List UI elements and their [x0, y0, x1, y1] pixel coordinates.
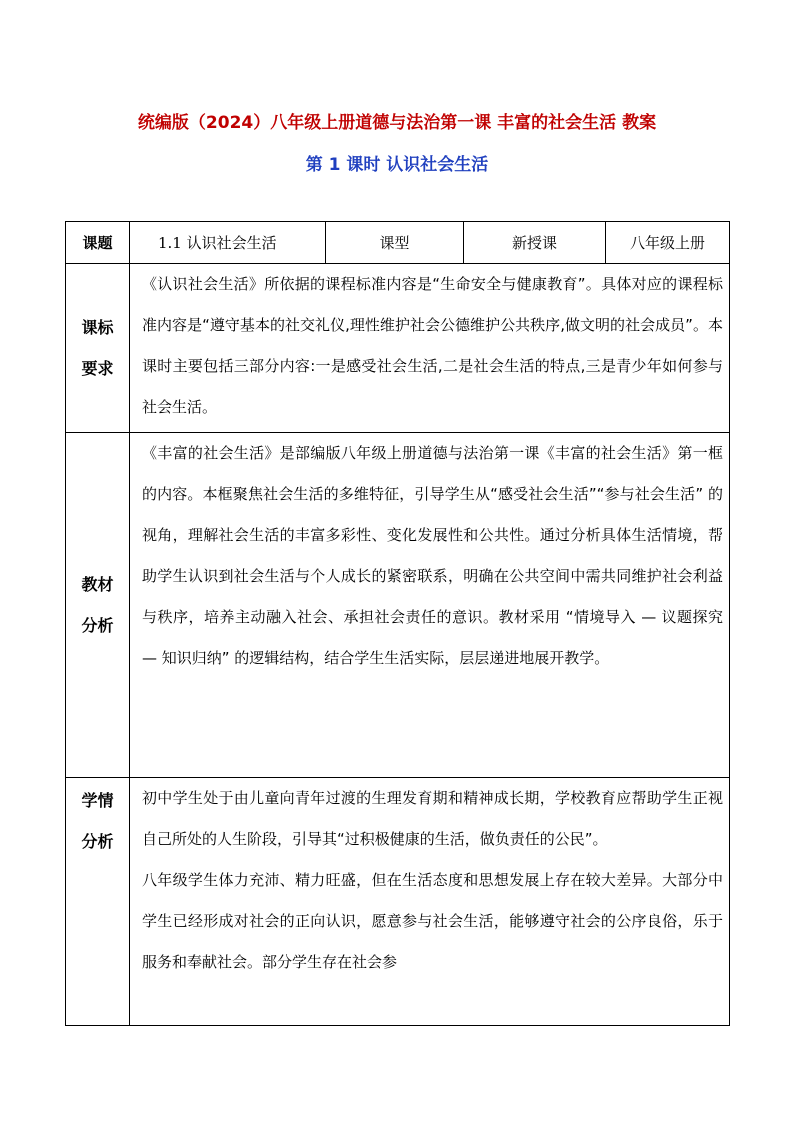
curriculum-text	[130, 264, 730, 433]
textbook-label	[66, 433, 130, 778]
students-text	[130, 778, 730, 1026]
students-label-line1: 学情	[81, 791, 114, 810]
header-row	[66, 222, 730, 264]
grade-value: 八年级上册	[606, 222, 730, 264]
curriculum-label	[66, 264, 130, 433]
textbook-row	[66, 433, 730, 778]
students-paragraph-2: 八年级学生体力充沛、精力旺盛，但在生活态度和思想发展上存在较大差异。大部分中学生已经形成对社会的正向认识，愿意参与社会生活，能够遵守社会的公序良俗，乐于服务和奉献社会。部分学生存在社会参	[142, 871, 723, 971]
document-title: 统编版（2024）八年级上册道德与法治第一课 丰富的社会生活 教案	[137, 113, 657, 133]
curriculum-label-line1: 课标	[81, 318, 114, 337]
type-label: 课型	[326, 222, 464, 264]
textbook-label-line2: 分析	[81, 616, 114, 635]
students-label	[66, 778, 130, 1026]
textbook-paragraph: 《丰富的社会生活》是部编版八年级上册道德与法治第一课《丰富的社会生活》第一框的内容。本框聚焦社会生活的多维特征，引导学生从“感受社会生活”“参与社会生活” 的视角，理解社会生活的丰富多彩性、变化发展性和公共性。通过分析具体生活情境，帮助学生认识到社会生活与个人成长的紧密联系，明确在公共空间中需共同维护社会利益与秩序，培养主动融入社会、承担社会责任的意识。教材采用 “情境导入 — 议题探究 — 知识归纳” 的逻辑结构，结合学生生活实际，层层递进地展开教学。	[142, 444, 723, 667]
lesson-plan-table	[65, 221, 730, 1026]
curriculum-paragraph: 《认识社会生活》所依据的课程标准内容是“生命安全与健康教育”。具体对应的课程标准内容是“遵守基本的社交礼仪,理性维护社会公德维护公共秩序,做文明的社会成员”。本课时主要包括三部分内容:一是感受社会生活,二是社会生活的特点,三是青少年如何参与社会生活。	[142, 275, 723, 416]
students-row	[66, 778, 730, 1026]
curriculum-row	[66, 264, 730, 433]
students-paragraph-1: 初中学生处于由儿童向青年过渡的生理发育期和精神成长期，学校教育应帮助学生正视自己所处的人生阶段，引导其“过积极健康的生活，做负责任的公民”。	[142, 789, 723, 848]
students-label-line2: 分析	[81, 832, 114, 851]
textbook-label-line1: 教材	[81, 575, 114, 594]
lesson-subtitle: 第 1 课时 认识社会生活	[305, 155, 489, 175]
type-value: 新授课	[464, 222, 606, 264]
topic-label: 课题	[66, 222, 130, 264]
topic-value: 1.1 认识社会生活	[130, 222, 326, 264]
curriculum-label-line2: 要求	[81, 359, 114, 378]
textbook-text	[130, 433, 730, 778]
